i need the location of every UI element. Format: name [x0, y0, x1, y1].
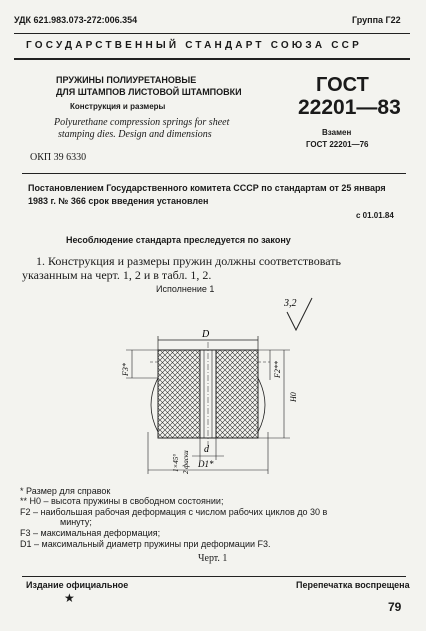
- spring-section: [150, 342, 270, 446]
- figure-caption: Черт. 1: [198, 553, 228, 564]
- decree-line-2: 1983 г. № 366 срок введения установлен: [28, 196, 209, 206]
- footer-rule: [22, 576, 406, 577]
- page-number: 79: [388, 600, 402, 614]
- note-f2-cont: минуту;: [60, 517, 92, 527]
- note-f2: F2 – наибольшая рабочая деформация с числом рабочих циклов до 30 в: [20, 507, 328, 517]
- effective-date: с 01.01.84: [356, 211, 394, 220]
- legal-notice: Несоблюдение стандарта преследуется по закону: [66, 235, 291, 245]
- official-edition: Издание официальное: [26, 580, 129, 590]
- title-subtitle: Конструкция и размеры: [70, 102, 166, 111]
- roughness-symbol: [283, 298, 312, 330]
- udk-code: УДК 621.983.073-272:006.354: [14, 15, 138, 25]
- label-F3: F3*: [121, 363, 130, 376]
- variant-label: Исполнение 1: [156, 284, 215, 294]
- label-d: d: [204, 444, 209, 455]
- note-h0: ** H0 – высота пружины в свободном состоянии;: [20, 496, 224, 506]
- state-standard-banner: ГОСУДАРСТВЕННЫЙ СТАНДАРТ СОЮЗА ССР: [26, 40, 362, 51]
- title-line-1: ПРУЖИНЫ ПОЛИУРЕТАНОВЫЕ: [56, 75, 197, 85]
- label-F2: F2**: [273, 361, 282, 378]
- label-H0: H0: [289, 392, 298, 402]
- label-chamfer: 1×45°: [172, 453, 180, 472]
- replaces-label: Взамен: [322, 128, 352, 137]
- roughness-value: 3,2: [284, 298, 297, 309]
- label-chamfer-count: 2 фаски: [182, 450, 190, 474]
- okp-code: ОКП 39 6330: [30, 152, 87, 163]
- dimension-F3: [121, 350, 158, 378]
- replaces-value: ГОСТ 22201—76: [306, 140, 369, 149]
- gost-number: 22201—83: [298, 96, 401, 119]
- title-line-2: ДЛЯ ШТАМПОВ ЛИСТОВОЙ ШТАМПОВКИ: [56, 87, 242, 97]
- gost-label: ГОСТ: [316, 74, 369, 96]
- group-code: Группа Г22: [352, 15, 401, 25]
- paragraph-1-line-2: указанным на черт. 1, 2 и в табл. 1, 2.: [22, 268, 212, 282]
- reprint-prohibited: Перепечатка воспрещена: [296, 580, 410, 590]
- note-reference: * Размер для справок: [20, 486, 111, 496]
- label-D: D: [202, 329, 210, 340]
- decree-line-1: Постановлением Государственного комитета СССР по стандартам от 25 января: [28, 183, 386, 193]
- paragraph-1-line-1: 1. Конструкция и размеры пружин должны соответствовать: [36, 254, 341, 268]
- english-title-line-2: stamping dies. Design and dimensions: [58, 129, 212, 140]
- note-f3: F3 – максимальная деформация;: [20, 528, 161, 538]
- star-icon: ★: [64, 591, 75, 605]
- label-D1: D1*: [198, 459, 214, 469]
- note-d1: D1 – максимальный диаметр пружины при деформации F3.: [20, 539, 271, 549]
- english-title-line-1: Polyurethane compression springs for sheet: [54, 117, 230, 128]
